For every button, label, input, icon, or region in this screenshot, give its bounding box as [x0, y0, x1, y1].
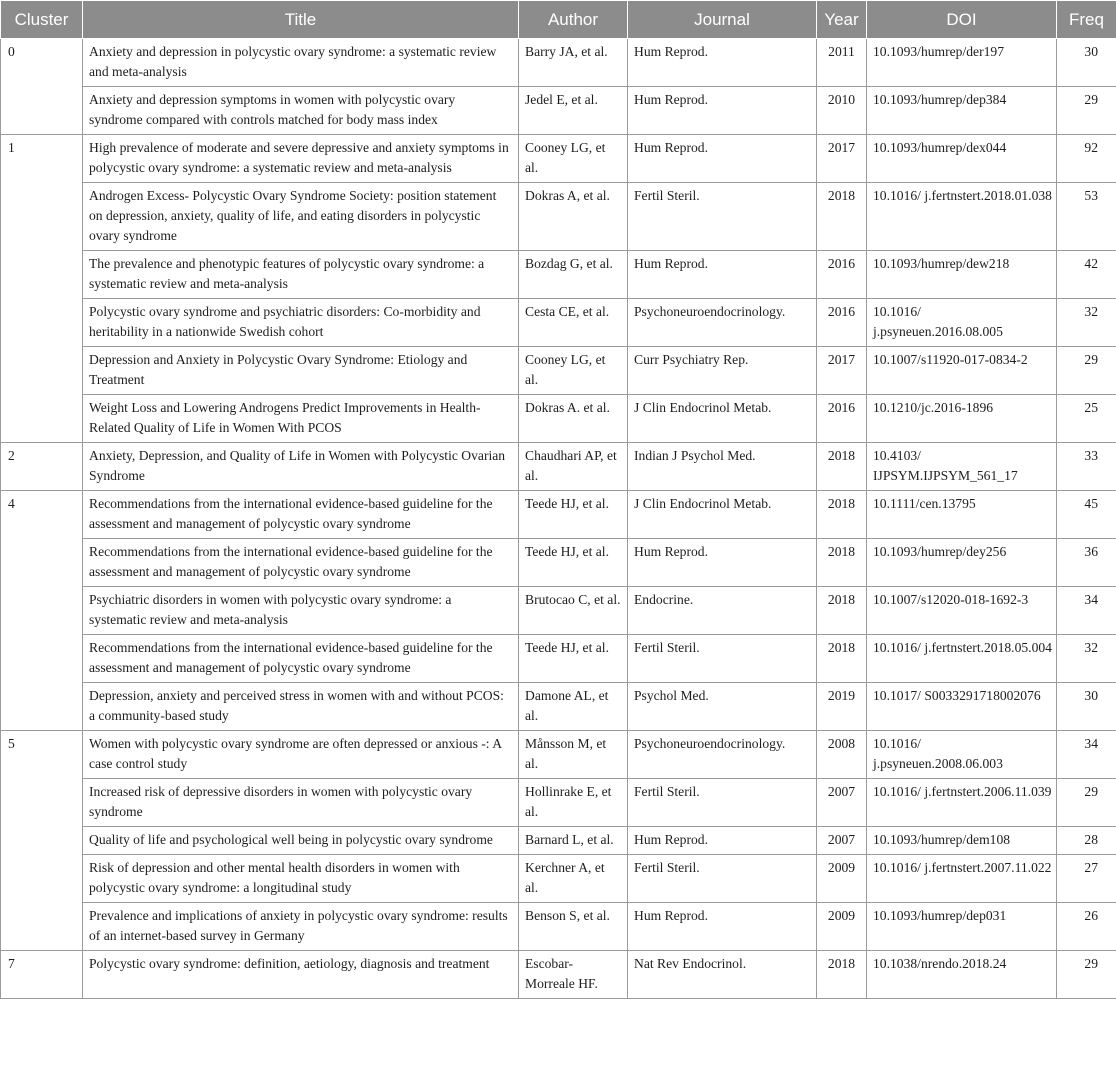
- cell-year: 2016: [817, 251, 867, 299]
- cell-author: Damone AL, et al.: [519, 683, 628, 731]
- cell-freq: 29: [1057, 347, 1116, 395]
- cell-title: Depression, anxiety and perceived stress in women with and without PCOS: a community-based study: [83, 683, 519, 731]
- table-row: [1, 135, 1116, 183]
- cell-year: 2018: [817, 443, 867, 491]
- header-row: [1, 1, 1116, 39]
- cell-title: The prevalence and phenotypic features of polycystic ovary syndrome: a systematic review and meta-analysis: [83, 251, 519, 299]
- cell-journal: Endocrine.: [628, 587, 817, 635]
- cell-year: 2007: [817, 827, 867, 855]
- cell-author: Cesta CE, et al.: [519, 299, 628, 347]
- cell-doi: 10.1210/jc.2016-1896: [867, 395, 1057, 443]
- cell-doi: 10.1016/ j.fertnstert.2018.05.004: [867, 635, 1057, 683]
- cell-freq: 30: [1057, 39, 1116, 87]
- cell-journal: Fertil Steril.: [628, 855, 817, 903]
- cell-title: High prevalence of moderate and severe depressive and anxiety symptoms in polycystic ovary syndrome: a systematic review and meta-analysis: [83, 135, 519, 183]
- cell-cluster: 0: [1, 39, 83, 135]
- cell-title: Weight Loss and Lowering Androgens Predict Improvements in Health-Related Quality of Life in Women With PCOS: [83, 395, 519, 443]
- cell-author: Månsson M, et al.: [519, 731, 628, 779]
- cell-doi: 10.1016/ j.psyneuen.2016.08.005: [867, 299, 1057, 347]
- cell-title: Quality of life and psychological well being in polycystic ovary syndrome: [83, 827, 519, 855]
- cell-author: Escobar-Morreale HF.: [519, 951, 628, 999]
- cell-freq: 29: [1057, 951, 1116, 999]
- table-row: [1, 779, 1116, 827]
- cell-title: Androgen Excess- Polycystic Ovary Syndrome Society: position statement on depression, anxiety, quality of life, and eating disorders in polycystic ovary syndrome: [83, 183, 519, 251]
- cell-freq: 30: [1057, 683, 1116, 731]
- cell-title: Depression and Anxiety in Polycystic Ovary Syndrome: Etiology and Treatment: [83, 347, 519, 395]
- cell-journal: Psychoneuroendocrinology.: [628, 731, 817, 779]
- cell-year: 2018: [817, 951, 867, 999]
- cell-doi: 10.1016/ j.fertnstert.2018.01.038: [867, 183, 1057, 251]
- cell-cluster: 4: [1, 491, 83, 731]
- cell-year: 2009: [817, 903, 867, 951]
- cell-freq: 26: [1057, 903, 1116, 951]
- cell-author: Barnard L, et al.: [519, 827, 628, 855]
- cell-freq: 33: [1057, 443, 1116, 491]
- cell-journal: Indian J Psychol Med.: [628, 443, 817, 491]
- cell-journal: J Clin Endocrinol Metab.: [628, 395, 817, 443]
- cell-author: Brutocao C, et al.: [519, 587, 628, 635]
- cell-author: Dokras A. et al.: [519, 395, 628, 443]
- cell-doi: 10.1016/ j.fertnstert.2006.11.039: [867, 779, 1057, 827]
- cell-journal: Psychol Med.: [628, 683, 817, 731]
- cell-year: 2009: [817, 855, 867, 903]
- cell-author: Jedel E, et al.: [519, 87, 628, 135]
- header-doi: DOI: [867, 1, 1057, 39]
- table-row: [1, 443, 1116, 491]
- cell-journal: J Clin Endocrinol Metab.: [628, 491, 817, 539]
- cell-title: Recommendations from the international evidence-based guideline for the assessment and management of polycystic ovary syndrome: [83, 539, 519, 587]
- cell-year: 2018: [817, 635, 867, 683]
- table-row: [1, 299, 1116, 347]
- cell-doi: 10.1111/cen.13795: [867, 491, 1057, 539]
- table-row: [1, 587, 1116, 635]
- cell-freq: 25: [1057, 395, 1116, 443]
- cell-author: Hollinrake E, et al.: [519, 779, 628, 827]
- cell-title: Anxiety and depression in polycystic ovary syndrome: a systematic review and meta-analysis: [83, 39, 519, 87]
- table-header: [1, 1, 1116, 39]
- header-year: Year: [817, 1, 867, 39]
- cell-title: Anxiety, Depression, and Quality of Life in Women with Polycystic Ovarian Syndrome: [83, 443, 519, 491]
- cell-author: Dokras A, et al.: [519, 183, 628, 251]
- cell-journal: Hum Reprod.: [628, 39, 817, 87]
- cell-cluster: 5: [1, 731, 83, 951]
- cell-freq: 32: [1057, 635, 1116, 683]
- cell-author: Cooney LG, et al.: [519, 347, 628, 395]
- cell-freq: 28: [1057, 827, 1116, 855]
- cell-freq: 45: [1057, 491, 1116, 539]
- table-row: [1, 539, 1116, 587]
- cell-title: Anxiety and depression symptoms in women with polycystic ovary syndrome compared with controls matched for body mass index: [83, 87, 519, 135]
- cell-journal: Hum Reprod.: [628, 539, 817, 587]
- cell-title: Prevalence and implications of anxiety in polycystic ovary syndrome: results of an internet-based survey in Germany: [83, 903, 519, 951]
- cell-journal: Hum Reprod.: [628, 135, 817, 183]
- table-row: [1, 87, 1116, 135]
- cell-title: Polycystic ovary syndrome and psychiatric disorders: Co-morbidity and heritability in a nationwide Swedish cohort: [83, 299, 519, 347]
- cell-year: 2018: [817, 491, 867, 539]
- cell-journal: Fertil Steril.: [628, 779, 817, 827]
- table-row: [1, 903, 1116, 951]
- cell-author: Kerchner A, et al.: [519, 855, 628, 903]
- cell-title: Risk of depression and other mental health disorders in women with polycystic ovary syndrome: a longitudinal study: [83, 855, 519, 903]
- cell-doi: 10.1038/nrendo.2018.24: [867, 951, 1057, 999]
- table-row: [1, 855, 1116, 903]
- table-row: [1, 183, 1116, 251]
- table-row: [1, 827, 1116, 855]
- cell-doi: 10.4103/ IJPSYM.IJPSYM_561_17: [867, 443, 1057, 491]
- table-row: [1, 251, 1116, 299]
- cell-journal: Fertil Steril.: [628, 635, 817, 683]
- cell-doi: 10.1016/ j.fertnstert.2007.11.022: [867, 855, 1057, 903]
- table-row: [1, 951, 1116, 999]
- cell-title: Recommendations from the international evidence-based guideline for the assessment and management of polycystic ovary syndrome: [83, 491, 519, 539]
- cell-author: Teede HJ, et al.: [519, 635, 628, 683]
- cell-freq: 29: [1057, 87, 1116, 135]
- cell-doi: 10.1007/s12020-018-1692-3: [867, 587, 1057, 635]
- cell-title: Increased risk of depressive disorders in women with polycystic ovary syndrome: [83, 779, 519, 827]
- cell-year: 2018: [817, 539, 867, 587]
- cell-freq: 36: [1057, 539, 1116, 587]
- cell-doi: 10.1093/humrep/dew218: [867, 251, 1057, 299]
- cell-journal: Hum Reprod.: [628, 87, 817, 135]
- cell-freq: 53: [1057, 183, 1116, 251]
- cell-cluster: 2: [1, 443, 83, 491]
- cell-year: 2019: [817, 683, 867, 731]
- cell-year: 2018: [817, 587, 867, 635]
- cell-journal: Nat Rev Endocrinol.: [628, 951, 817, 999]
- cell-journal: Psychoneuroendocrinology.: [628, 299, 817, 347]
- cell-doi: 10.1093/humrep/dem108: [867, 827, 1057, 855]
- cell-doi: 10.1093/humrep/dep031: [867, 903, 1057, 951]
- cell-freq: 27: [1057, 855, 1116, 903]
- cell-journal: Curr Psychiatry Rep.: [628, 347, 817, 395]
- header-journal: Journal: [628, 1, 817, 39]
- table-row: [1, 683, 1116, 731]
- cell-author: Cooney LG, et al.: [519, 135, 628, 183]
- cell-journal: Fertil Steril.: [628, 183, 817, 251]
- cell-year: 2007: [817, 779, 867, 827]
- cell-freq: 34: [1057, 587, 1116, 635]
- cell-journal: Hum Reprod.: [628, 251, 817, 299]
- cell-doi: 10.1016/ j.psyneuen.2008.06.003: [867, 731, 1057, 779]
- cell-doi: 10.1017/ S0033291718002076: [867, 683, 1057, 731]
- table-body: [1, 39, 1116, 999]
- cell-author: Bozdag G, et al.: [519, 251, 628, 299]
- cell-freq: 32: [1057, 299, 1116, 347]
- cell-freq: 29: [1057, 779, 1116, 827]
- cell-title: Women with polycystic ovary syndrome are often depressed or anxious -: A case control study: [83, 731, 519, 779]
- header-title: Title: [83, 1, 519, 39]
- cell-year: 2010: [817, 87, 867, 135]
- cell-journal: Hum Reprod.: [628, 903, 817, 951]
- table-row: [1, 731, 1116, 779]
- cell-doi: 10.1093/humrep/dex044: [867, 135, 1057, 183]
- table-row: [1, 39, 1116, 87]
- cell-cluster: 7: [1, 951, 83, 999]
- cell-title: Recommendations from the international evidence-based guideline for the assessment and management of polycystic ovary syndrome: [83, 635, 519, 683]
- cell-freq: 92: [1057, 135, 1116, 183]
- cell-year: 2016: [817, 395, 867, 443]
- header-author: Author: [519, 1, 628, 39]
- cell-year: 2016: [817, 299, 867, 347]
- header-freq: Freq: [1057, 1, 1116, 39]
- cell-year: 2011: [817, 39, 867, 87]
- cell-doi: 10.1093/humrep/der197: [867, 39, 1057, 87]
- cell-doi: 10.1093/humrep/dep384: [867, 87, 1057, 135]
- cell-title: Polycystic ovary syndrome: definition, aetiology, diagnosis and treatment: [83, 951, 519, 999]
- table-row: [1, 347, 1116, 395]
- cell-year: 2017: [817, 135, 867, 183]
- cell-year: 2008: [817, 731, 867, 779]
- header-cluster: Cluster: [1, 1, 83, 39]
- table-row: [1, 395, 1116, 443]
- table-row: [1, 635, 1116, 683]
- cell-doi: 10.1093/humrep/dey256: [867, 539, 1057, 587]
- cell-freq: 34: [1057, 731, 1116, 779]
- cell-freq: 42: [1057, 251, 1116, 299]
- table-row: [1, 491, 1116, 539]
- cell-title: Psychiatric disorders in women with polycystic ovary syndrome: a systematic review and meta-analysis: [83, 587, 519, 635]
- cell-author: Teede HJ, et al.: [519, 491, 628, 539]
- cell-cluster: 1: [1, 135, 83, 443]
- cell-doi: 10.1007/s11920-017-0834-2: [867, 347, 1057, 395]
- cell-author: Barry JA, et al.: [519, 39, 628, 87]
- cell-author: Chaudhari AP, et al.: [519, 443, 628, 491]
- cell-year: 2017: [817, 347, 867, 395]
- cell-author: Teede HJ, et al.: [519, 539, 628, 587]
- cell-author: Benson S, et al.: [519, 903, 628, 951]
- cell-year: 2018: [817, 183, 867, 251]
- cell-journal: Hum Reprod.: [628, 827, 817, 855]
